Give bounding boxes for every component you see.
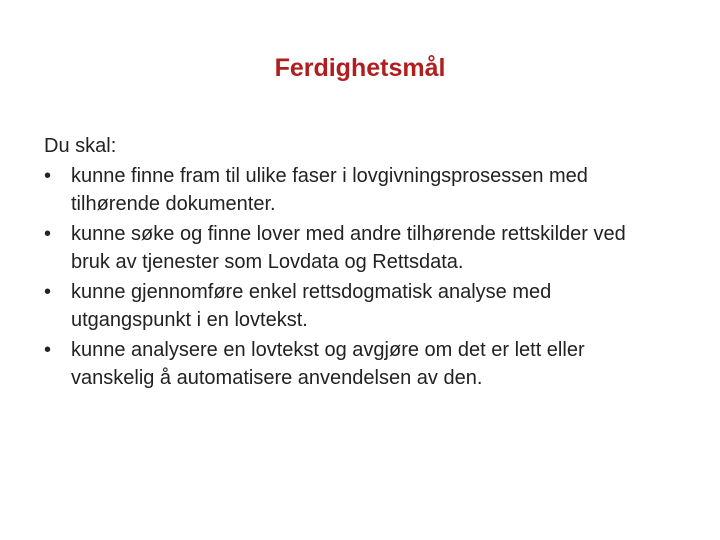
bullet-list [44, 162, 664, 392]
bullet-text: kunne finne fram til ulike faser i lovgivningsprosessen med tilhørende dokumenter. [71, 165, 588, 215]
bullet-item [44, 162, 664, 218]
bullet-item [44, 278, 664, 334]
bullet-icon: • [44, 165, 52, 187]
bullet-text: kunne søke og finne lover med andre tilhørende rettskilder ved bruk av tjenester som Lovdata og Rettsdata. [71, 223, 626, 273]
bullet-text: kunne analysere en lovtekst og avgjøre om det er lett eller vanskelig å automatisere anvendelsen av den. [71, 339, 585, 389]
bullet-text: kunne gjennomføre enkel rettsdogmatisk analyse med utgangspunkt i en lovtekst. [71, 281, 552, 331]
intro-text: Du skal: [44, 135, 117, 157]
slide-title: Ferdighetsmål [274, 54, 446, 82]
bullet-icon: • [44, 223, 52, 245]
bullet-item [44, 220, 664, 276]
slide-body [44, 132, 664, 392]
bullet-icon: • [44, 339, 52, 361]
bullet-icon: • [44, 281, 52, 303]
bullet-item [44, 336, 664, 392]
